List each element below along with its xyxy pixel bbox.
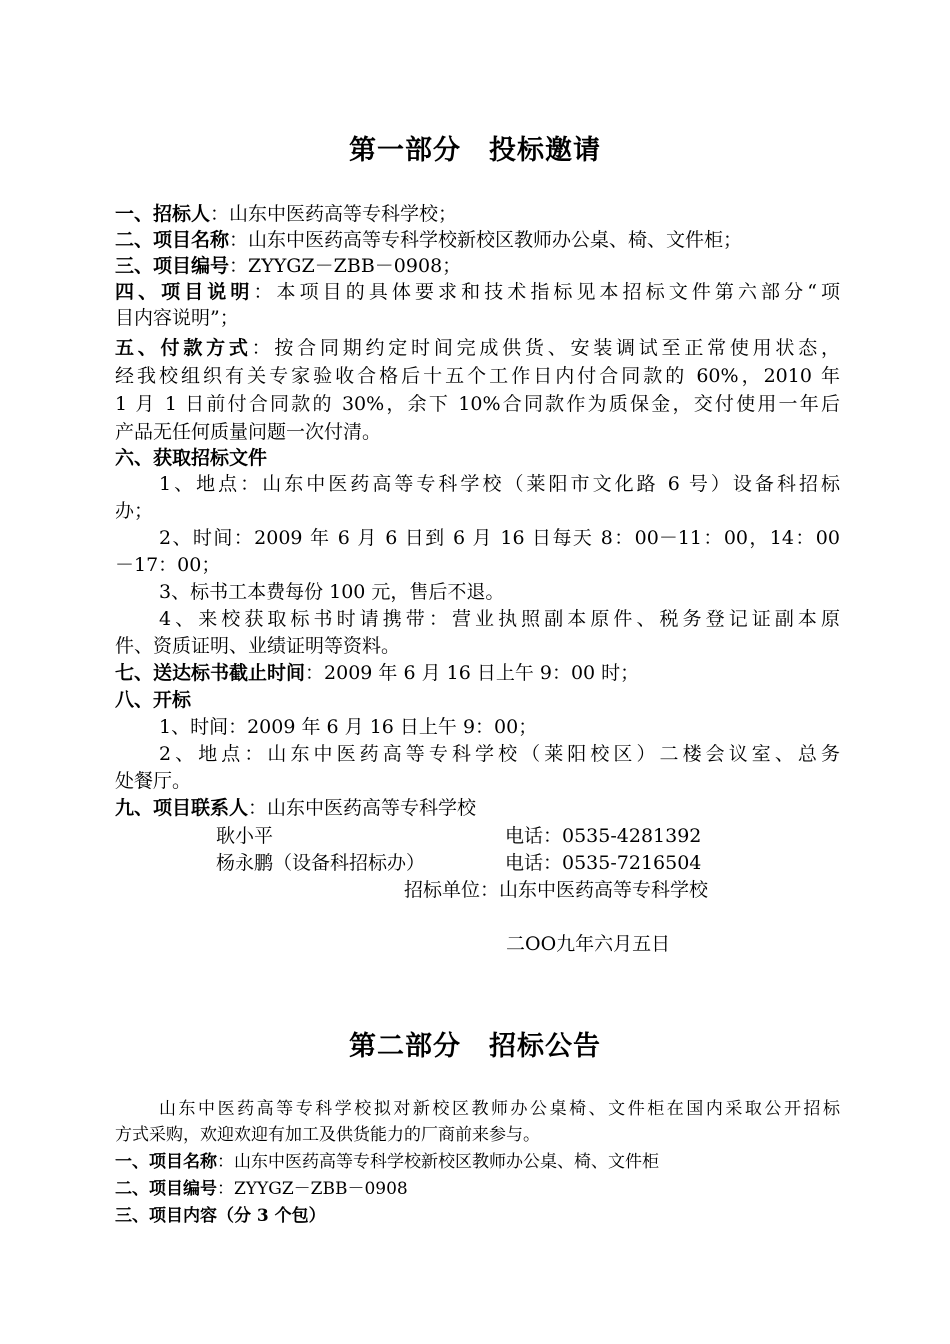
item-bid-opening-heading: 八、开标	[115, 689, 192, 711]
item-label: 二、项目名称	[115, 229, 230, 251]
contact-1-phone: 电话：0535-4281392	[505, 825, 702, 847]
item-label: 三、项目编号	[115, 255, 230, 277]
item-label: 五、付款方式	[115, 337, 252, 359]
item-label: 一、项目名称	[115, 1152, 217, 1172]
item-deadline	[115, 660, 840, 686]
item-label: 一、招标人	[115, 203, 211, 225]
item-text: ：按合同期约定时间完成供货、安装调试至正常使用状态，	[251, 337, 840, 359]
item-payment-line3: 1 月 1 日前付合同款的 30%，余下 10%合同款作为质保金，交付使用一年后	[115, 393, 840, 415]
item-project-name	[115, 227, 840, 253]
announcement-project-number	[115, 1177, 840, 1201]
item-text: ：山东中医药高等专科学校新校区教师办公桌、椅、文件柜	[217, 1152, 659, 1172]
obtain-docs-location: 1、地点：山东中医药高等专科学校（莱阳市文化路 6 号）设备科招标	[159, 473, 840, 495]
item-text: ：2009 年 6 月 16 日上午 9：00 时；	[305, 662, 640, 684]
item-label: 二、项目编号	[115, 1179, 217, 1199]
contact-2-phone: 电话：0535-7216504	[505, 852, 702, 874]
obtain-docs-fee: 3、标书工本费每份 100 元，售后不退。	[159, 581, 505, 603]
item-label: 九、项目联系人	[115, 797, 249, 819]
item-project-description	[115, 279, 840, 305]
announcement-intro-cont: 方式采购，欢迎欢迎有加工及供货能力的厂商前来参与。	[115, 1125, 540, 1145]
item-text: ：山东中医药高等专科学校新校区教师办公桌、椅、文件柜；	[229, 229, 743, 251]
contact-1-name: 耿小平	[216, 825, 274, 847]
obtain-docs-time-cont: －17：00；	[115, 554, 221, 576]
item-payment-line4: 产品无任何质量问题一次付清。	[115, 421, 382, 443]
issue-date: 二OO九年六月五日	[506, 933, 671, 955]
item-text: ：山东中医药高等专科学校	[248, 797, 477, 819]
obtain-docs-requirements-cont: 件、资质证明、业绩证明等资料。	[115, 635, 401, 657]
announcement-project-name	[115, 1150, 840, 1174]
obtain-docs-requirements: 4、来校获取标书时请携带：营业执照副本原件、税务登记证副本原	[159, 608, 840, 630]
item-text: ：山东中医药高等专科学校；	[210, 203, 458, 225]
announcement-project-content: 三、项目内容（分 3 个包）	[115, 1206, 326, 1226]
item-text: ：本项目的具体要求和技术指标见本招标文件第六部分“项	[253, 281, 840, 303]
item-project-description-cont: 目内容说明”；	[115, 307, 239, 329]
announcement-intro: 山东中医药高等专科学校拟对新校区教师办公桌椅、文件柜在国内采取公开招标	[159, 1099, 840, 1119]
bid-opening-location-cont: 处餐厅。	[115, 770, 192, 792]
item-label: 四、项目说明	[115, 281, 254, 303]
obtain-docs-location-cont: 办；	[115, 500, 154, 522]
item-label: 七、送达标书截止时间	[115, 662, 306, 684]
item-project-number	[115, 253, 840, 279]
item-obtain-docs-heading: 六、获取招标文件	[115, 447, 268, 469]
bid-opening-time: 1、时间：2009 年 6 月 16 日上午 9：00；	[159, 716, 538, 738]
item-payment	[115, 335, 840, 361]
item-payment-line2: 经我校组织有关专家验收合格后十五个工作日内付合同款的 60%，2010 年	[115, 365, 840, 387]
issuing-unit: 招标单位：山东中医药高等专科学校	[404, 879, 709, 901]
bid-opening-location: 2、地点：山东中医药高等专科学校（莱阳校区）二楼会议室、总务	[159, 743, 840, 765]
obtain-docs-time: 2、时间：2009 年 6 月 6 日到 6 月 16 日每天 8：00－11：00，14：00	[159, 527, 840, 549]
item-contact	[115, 795, 840, 821]
part2-title: 第二部分 招标公告	[349, 1031, 601, 1062]
item-text: ：ZYYGZ－ZBB－0908；	[229, 255, 462, 277]
item-tenderer	[115, 201, 840, 227]
part1-title: 第一部分 投标邀请	[349, 135, 601, 166]
item-text: ：ZYYGZ－ZBB－0908	[217, 1179, 408, 1199]
contact-2-name: 杨永鹏（设备科招标办）	[216, 852, 426, 874]
